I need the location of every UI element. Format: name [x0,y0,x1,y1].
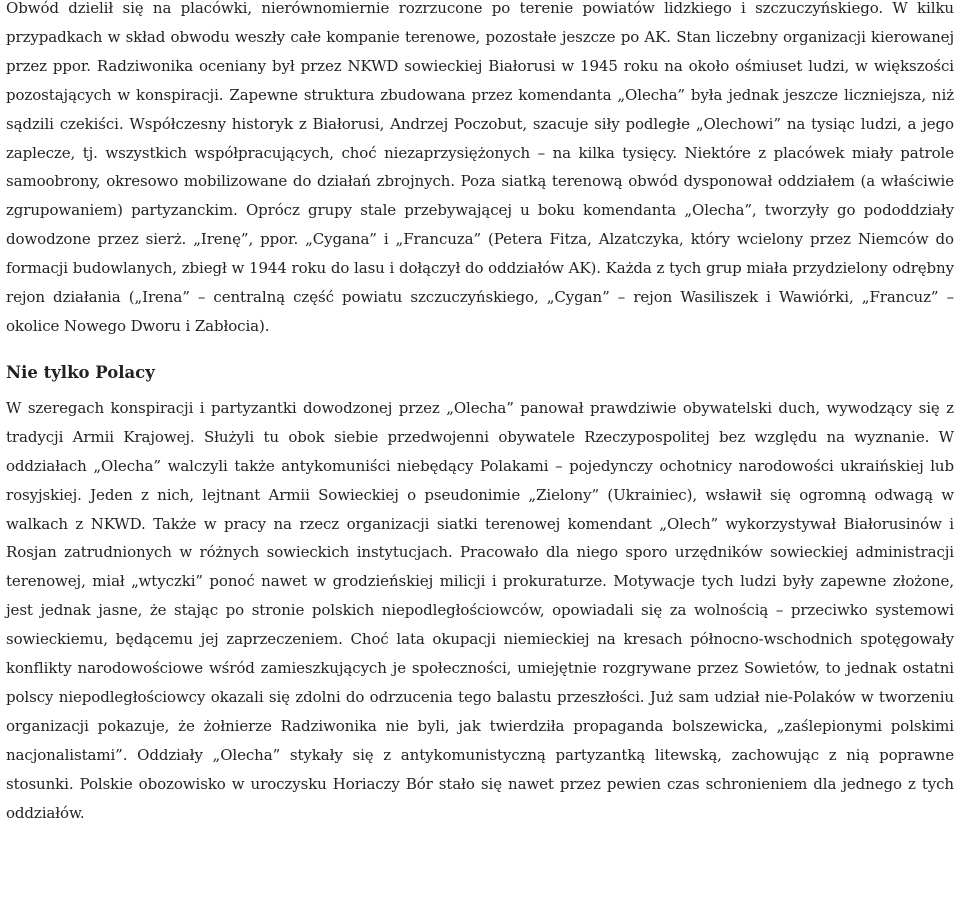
section-heading: Nie tylko Polacy [6,362,155,382]
paragraph-obwod: Obwód dzielił się na placówki, nierównomiernie rozrzucone po terenie powiatów lidzkiego i szczuczyńskiego. W kilku przypadkach w skład obwodu weszły całe kompanie terenowe, pozostałe jeszcze po AK. Stan liczebny organizacji kierowanej przez ppor. Radziwonika oceniany był przez NKWD sowieckiej Białorusi w 1945 roku na około ośmiuset ludzi, w większości pozostających w konspiracji. Zapewne struktura zbudowana przez komendanta „Olecha” była jednak jeszcze liczniejsza, niż sądzili czekiści. Współczesny historyk z Białorusi, Andrzej Poczobut, szacuje siły podległe „Olechowi” na tysiąc ludzi, a jego zaplecze, tj. wszystkich współpracujących, choć niezaprzysiężonych – na kilka tysięcy. Niektóre z placówek miały patrole samoobrony, okresowo mobilizowane do działań zbrojnych. Poza siatką terenową obwód dysponował oddziałem (a właściwie zgrupowaniem) partyzanckim. Oprócz grupy stale przebywającej u boku komendanta „Olecha”, tworzyły go pododdziały dowodzone przez sierż. „Irenę”, ppor. „Cygana” i „Francuza” (Petera Fitza, Alzatczyka, który wcielony przez Niemców do formacji budowlanych, zbiegł w 1944 roku do lasu i dołączył do oddziałów AK). Każda z tych grup miała przydzielony odrębny rejon działania („Irena” – centralną część powiatu szczuczyńskiego, „Cygan” – rejon Wasiliszek i Wawiórki, „Francuz” – okolice Nowego Dworu i Zabłocia). [6,0,954,335]
paragraph-nie-tylko-polacy: W szeregach konspiracji i partyzantki dowodzonej przez „Olecha” panował prawdziwie obywatelski duch, wywodzący się z tradycji Armii Krajowej. Służyli tu obok siebie przedwojenni obywatele Rzeczypospolitej bez względu na wyznanie. W oddziałach „Olecha” walczyli także antykomuniści niebędący Polakami – pojedynczy ochotnicy narodowości ukraińskiej lub rosyjskiej. Jeden z nich, lejtnant Armii Sowieckiej o pseudonimie „Zielony” (Ukrainiec), wsławił się ogromną odwagą w walkach z NKWD. Także w pracy na rzecz organizacji siatki terenowej komendant „Olech” wykorzystywał Białorusinów i Rosjan zatrudnionych w różnych sowieckich instytucjach. Pracowało dla niego sporo urzędników sowieckiej administracji terenowej, miał „wtyczki” ponoć nawet w grodzieńskiej milicji i prokuraturze. Motywacje tych ludzi były zapewne złożone, jest jednak jasne, że stając po stronie polskich niepodległościowców, opowiadali się za wolnością – przeciwko systemowi sowieckiemu, będącemu jej zaprzeczeniem. Choć lata okupacji niemieckiej na kresach północno-wschodnich spotęgowały konflikty narodowościowe wśród zamieszkujących je społeczności, umiejętnie rozgrywane przez Sowietów, to jednak ostatni polscy niepodległościowcy okazali się zdolni do odrzucenia tego balastu przeszłości. Już sam udział nie-Polaków w tworzeniu organizacji pokazuje, że żołnierze Radziwonika nie byli, jak twierdziła propaganda bolszewicka, „zaślepionymi polskimi nacjonalistami”. Oddziały „Olecha” stykały się z antykomunistyczną partyzantką litewską, zachowując z nią poprawne stosunki. Polskie obozowisko w uroczysku Horiaczy Bór stało się nawet przez pewien czas schronieniem dla jednego z tych oddziałów. [6,398,954,822]
